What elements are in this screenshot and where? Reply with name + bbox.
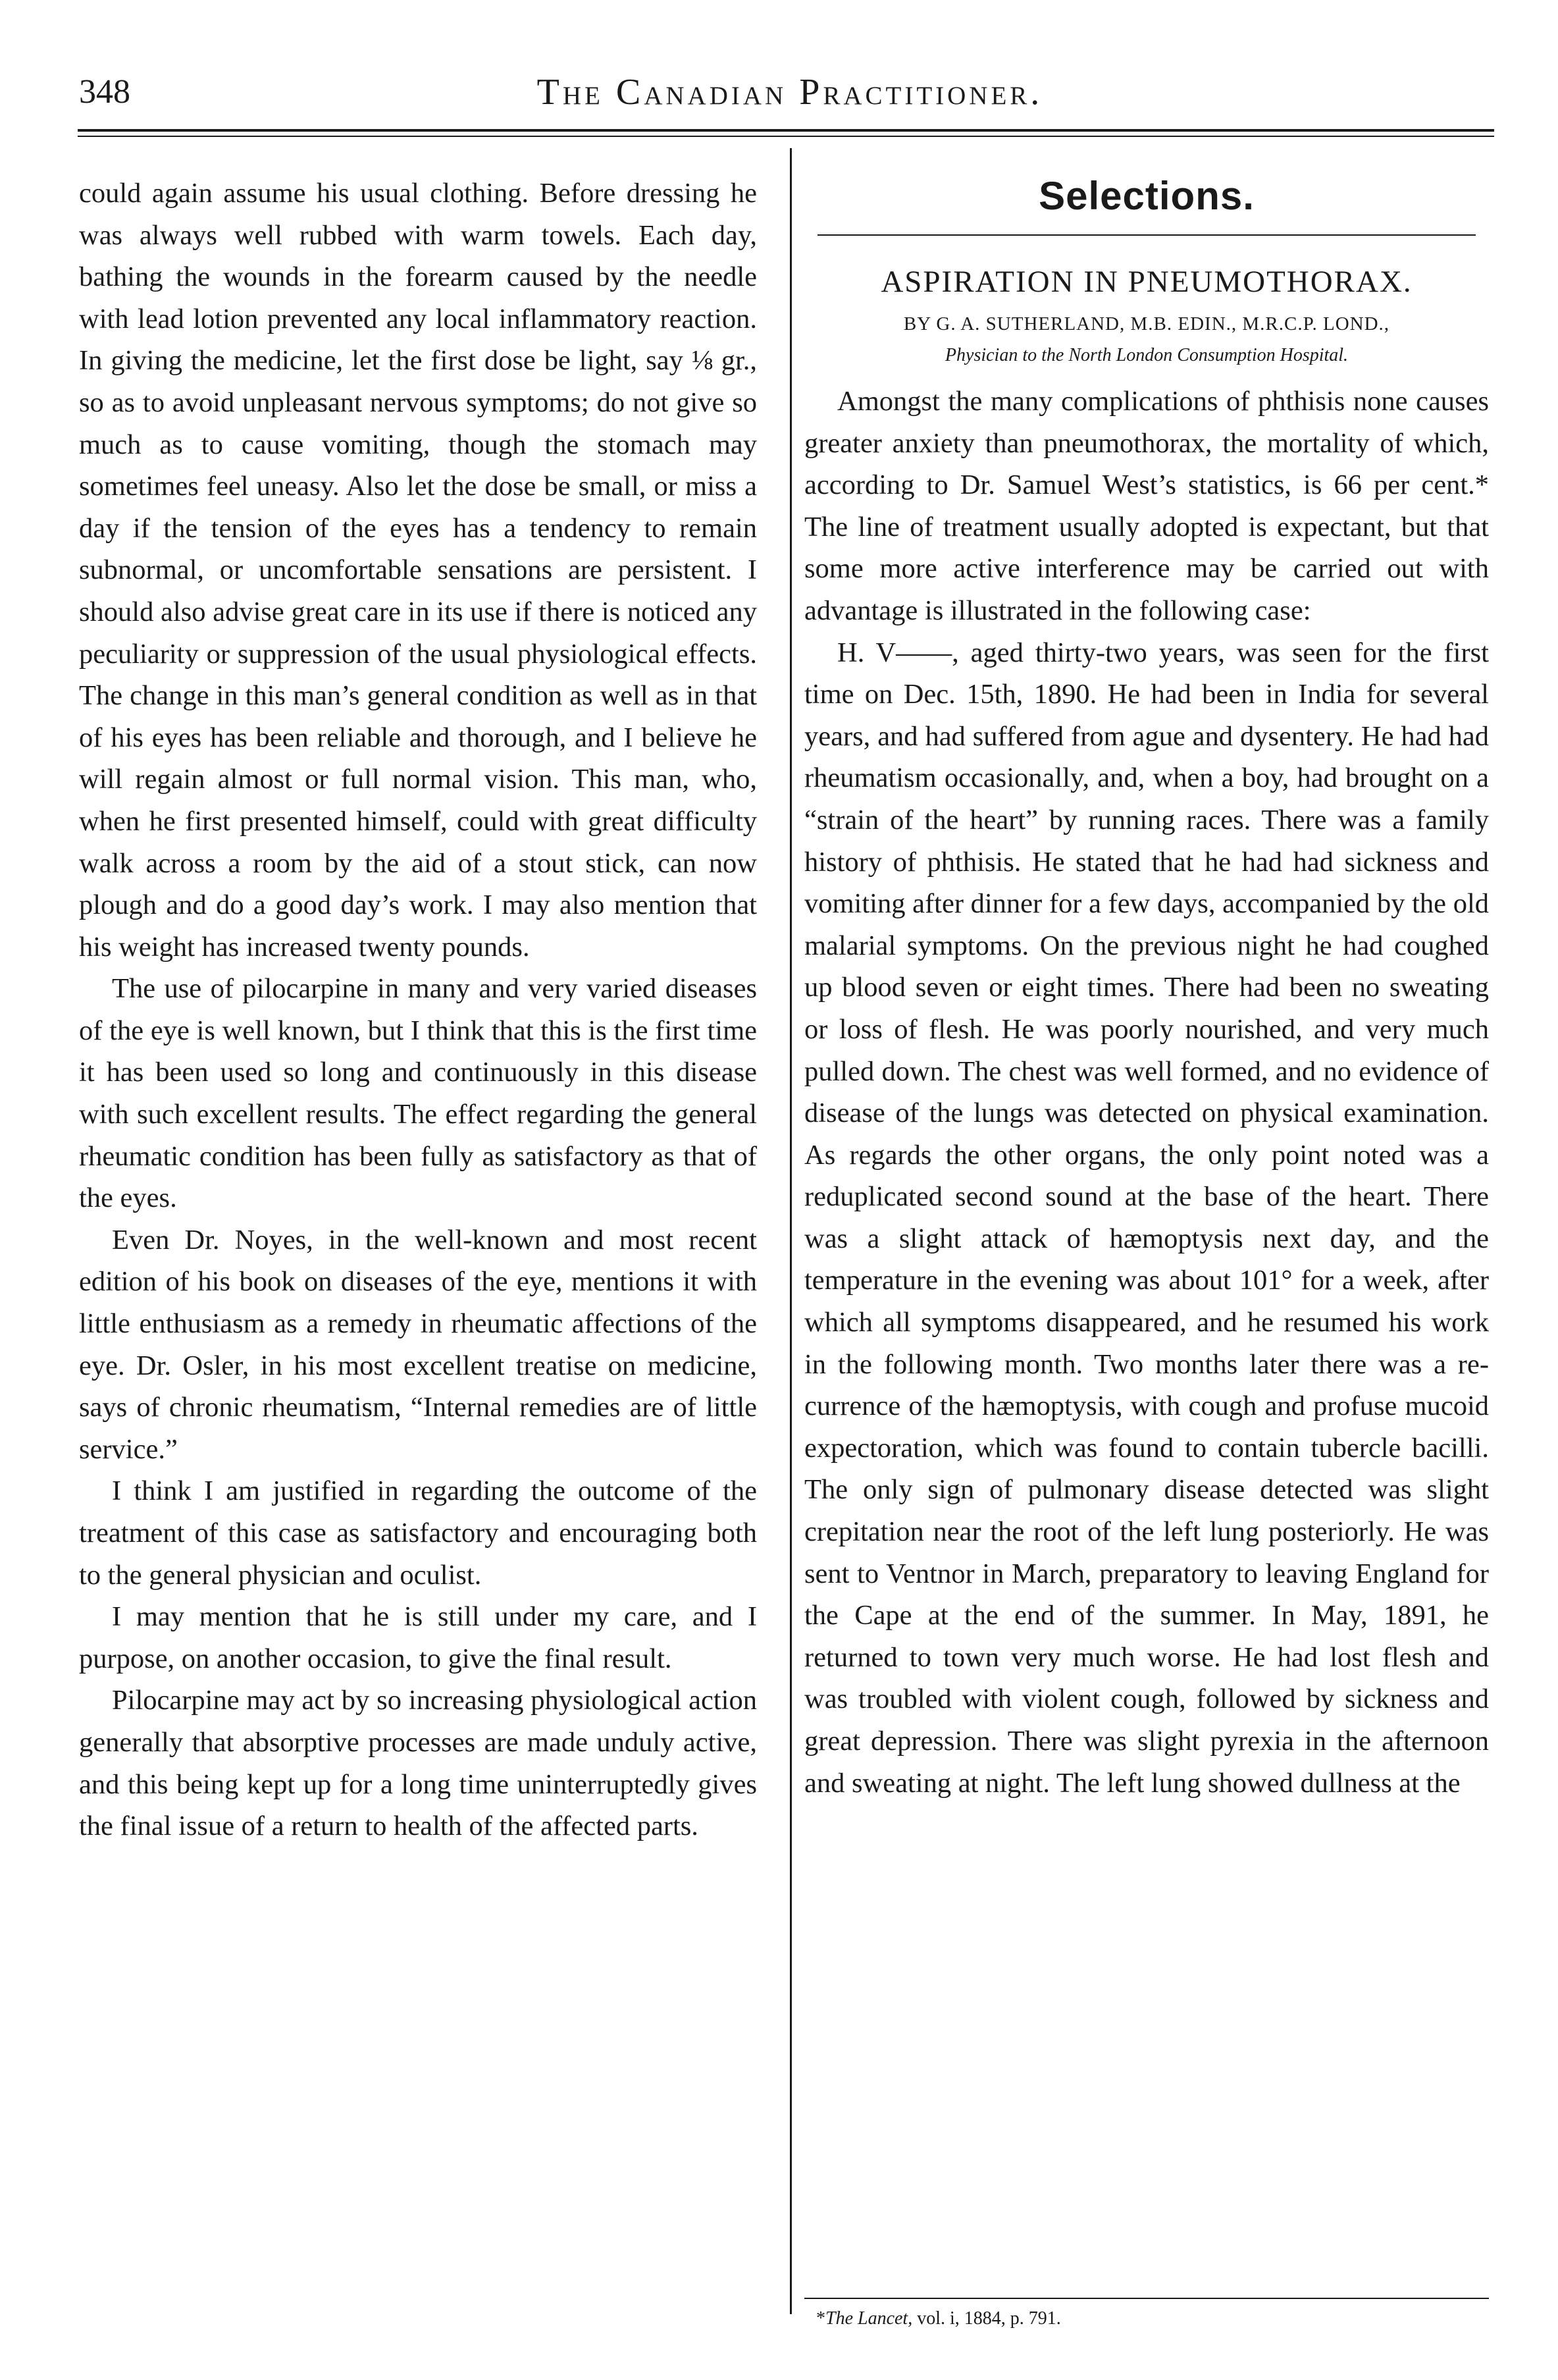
footnote [816,2303,1061,2335]
page-number: 348 [79,73,130,111]
footnote-marker: * [816,2308,825,2329]
author-affiliation: Physician to the North London Consumption Hospital. [945,345,1349,365]
paragraph: I may mention that he is still under my care, and I purpose, on another occasion, to give the final result. [79,1601,757,1674]
paragraph: H. V——, aged thirty-two years, was seen for the first time on Dec. 15th, 1890. He had been in India for several years, and had suffered from ague and dysentery. He had had rheumatism occasionally, and, when a boy, had brought on a “strain of the heart” by running races. There was a family history of phthisis. He stated that he had had sickness and vomiting after dinner for a few days, accompanied by the old malarial symptoms. On the previous night he had coughed up blood seven or eight times. There had been no sweating or loss of flesh. He was poorly nourished, and very much pulled down. The chest was well formed, and no evidence of disease of the lungs was detected on physical examination. As regards the other organs, the only point noted was a reduplicated second sound at the base of the heart. There was a slight attack of hæmoptysis next day, and the temperature in the evening was about 101° for a week, after which all symptoms disappeared, and he resumed his work in the following month. Two months later there was a recurrence of the hæmoptysis, with cough and profuse mucoid expectoration, which was found to contain tubercle bacilli. The only sign of pulmonary disease detected was slight crepitation near the root of the left lung posteriorly. He was sent to Ventnor in March, preparatory to leaving England for the Cape at the end of the summer. In May, 1891, he returned to town very much worse. He had lost flesh and was troubled with violent cough, followed by sickness and great depression. There was slight pyrexia in the afternoon and sweating at night. The left lung showed dullness at the [804,637,1489,1799]
section-title: Selections. [1039,174,1255,218]
paragraph: I think I am justified in regarding the outcome of the treatment of this case as satisfactory and encouraging both to the general physician and oculist. [79,1475,757,1591]
running-head: The Canadian Practitioner. [536,72,1043,113]
header-rule-thick [78,129,1494,132]
article-title: ASPIRATION IN PNEUMOTHORAX. [881,265,1413,299]
section-rule [818,234,1476,236]
column-divider [790,148,792,2314]
paragraph: could again assume his usual clothing. Before dressing he was always well rubbed with warm towels. Each day, bathing the wounds in the forearm caused by the needle with lead lotion prevented any local inflammatory reaction. In giving the medicine, let the first dose be light, say ⅛ gr., so as to avoid unpleasant nervous symptoms; do not give so much as to cause vomiting, though the stomach may sometimes feel uneasy. Also let the dose be small, or miss a day if the tension of the eyes has a tendency to remain subnormal, or uncomfortable sensations are persistent. I should also advise great care in its use if there is noticed any peculiarity or suppression of the usual physiological effects. The change in this man’s general condition as well as in that of his eyes has been reliable and thorough, and I believe he will regain almost or full normal vision. This man, who, when he first presented himself, could with great difficulty walk across a room by the aid of a stout stick, can now plough and do a good day’s work. I may also mention that his weight has increased twenty pounds. [79,178,757,963]
author-byline: BY G. A. SUTHERLAND, M.B. EDIN., M.R.C.P. LOND., [903,313,1390,334]
footnote-journal: The Lancet, [825,2308,913,2329]
paragraph: The use of pilocarpine in many and very varied diseases of the eye is well known, but I think that this is the first time it has been used so long and continuously in this disease with such excellent results. The effect regarding the general rheumatic condition has been fully as satisfactory as that of the eyes. [79,973,757,1214]
right-column [804,172,1489,1804]
page-header [79,66,1501,119]
paragraph: Even Dr. Noyes, in the well-known and most recent edition of his book on diseases of the eye, mentions it with little enthusiasm as a remedy in rheumatic affections of the eye. Dr. Osler, in his most excellent treatise on medicine, says of chronic rheumatism, “Internal remedies are of little service.” [79,1224,757,1465]
left-column [79,172,757,1847]
footnote-details: vol. i, 1884, p. 791. [912,2308,1061,2329]
footnote-rule [804,2298,1489,2299]
paragraph: Amongst the many complications of phthisis none causes greater anxiety than pneumothorax, the mortality of which, according to Dr. Samuel West’s statistics, is 66 per cent.* The line of treatment usually adopted is expectant, but that some more active interference may be carried out with advantage is illustrated in the following case: [804,386,1489,626]
paragraph: Pilocarpine may act by so increasing physiological action generally that absorptive processes are made unduly active, and this being kept up for a long time uninterruptedly gives the final issue of a return to health of the affected parts. [79,1685,757,1842]
header-rule-thin [78,136,1494,137]
